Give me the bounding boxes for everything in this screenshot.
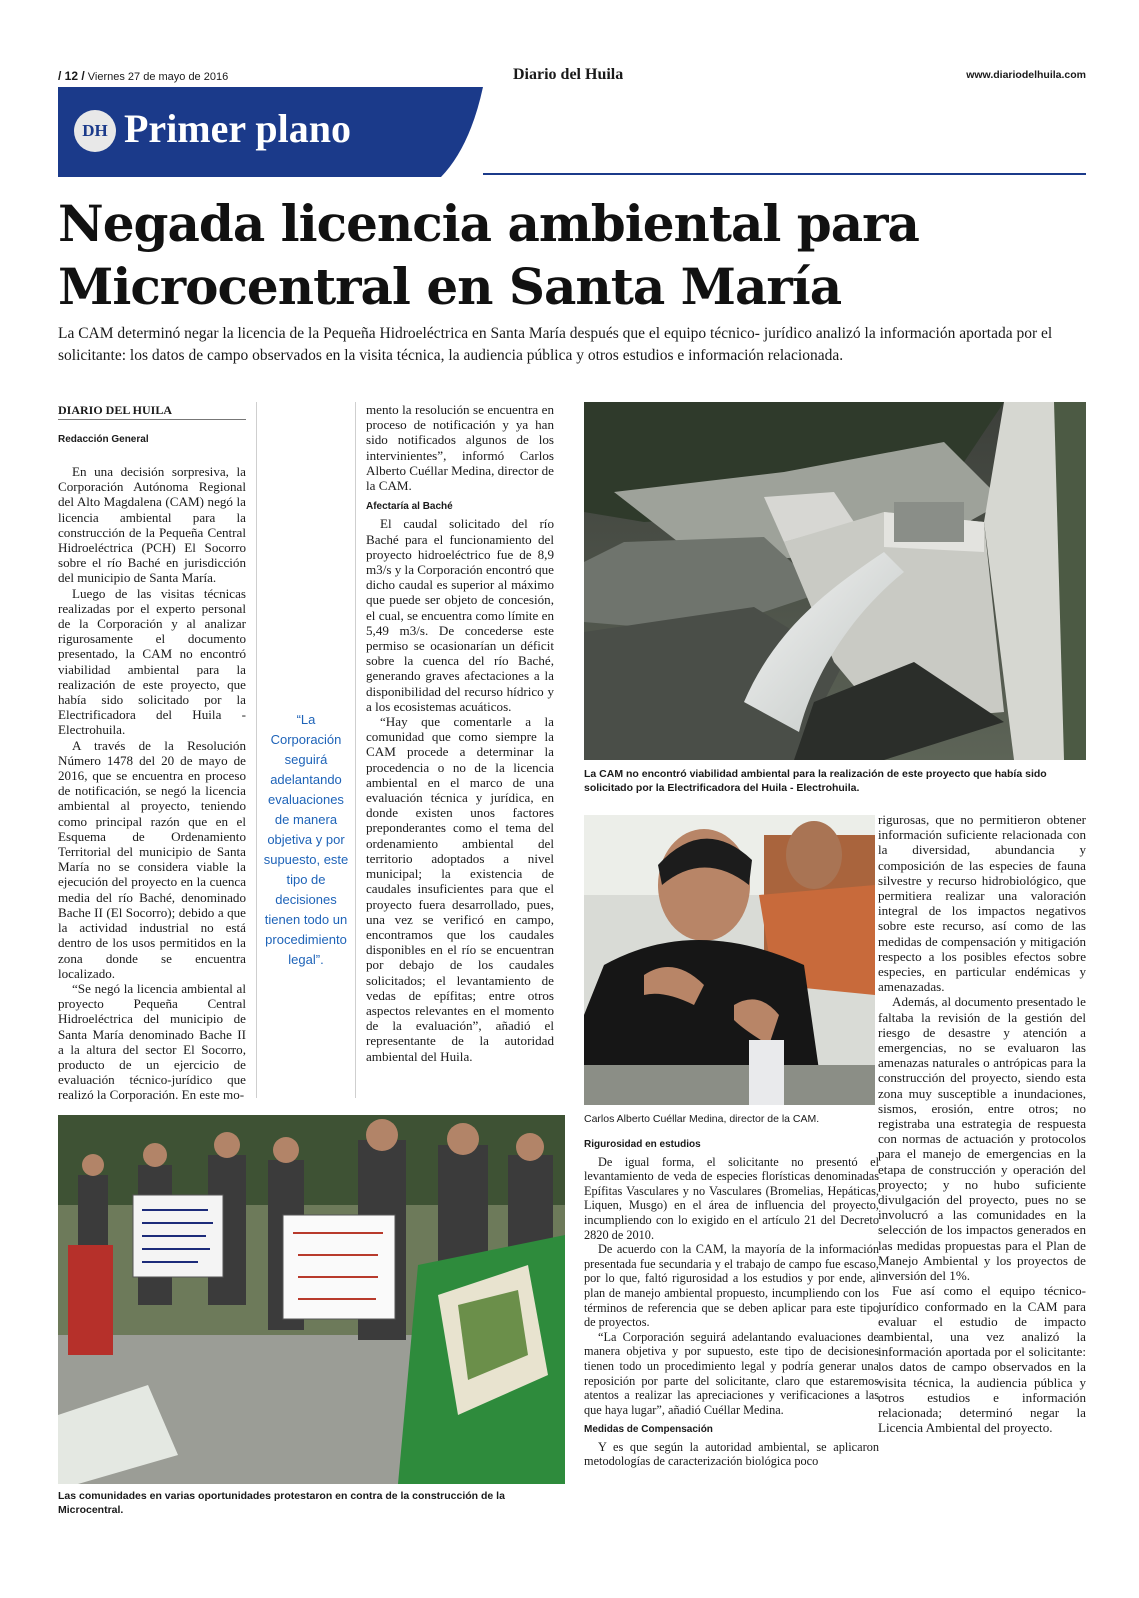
byline: DIARIO DEL HUILA [58,403,173,417]
paragraph: En una decisión sorpresiva, la Corporación Autónoma Regional del Alto Magdalena (CAM) negó la licencia ambiental para la construcción de la Pequeña Central Hidroeléctrica (PCH) El Socorro sobre el río Baché en jurisdicción del municipio de Santa María. [58,464,246,586]
page-number: / 12 / [58,69,85,83]
article-column-2 [366,402,554,1064]
paragraph: De acuerdo con la CAM, la mayoría de la información presentada fue secundaria y el trabajo de campo fue escaso, por lo que, faltó rigurosidad a los estudios y por ende, al plan de manejo ambiental propuesto, incumpliendo con los términos de referencia que se deben aplicar para este tipo de proyectos. [584,1242,879,1330]
website-link[interactable]: www.diariodelhuila.com [966,69,1086,81]
article-column-middle [584,1138,879,1469]
dam-spillway-photo [584,402,1086,760]
subhead-rigurosidad: Rigurosidad en estudios [584,1139,701,1150]
paragraph: El caudal solicitado del río Baché para el funcionamiento del proyecto hidroeléctrico fue de 8,9 m3/s y la Corporación encontró que dicho caudal es superior al máximo que puede ser objeto de concesión, el cual, se encuentra como límite en 5,49 m3/s. De concederse este permiso se ocasionarían un déficit sobre la cuenca del río Baché, generando graves afectaciones a la disponibilidad del recurso hídrico y a los ecosistemas acuáticos. [366,516,554,714]
pullquote-rule-left [256,402,257,1098]
director-portrait-photo [584,815,875,1105]
article-column-3 [878,812,1086,1435]
lead-paragraph: La CAM determinó negar la licencia de la Pequeña Hidroeléctrica en Santa María después que el equipo técnico- jurídico analizó la información aportada por el solicitante: los datos de campo observados en la visita técnica, la audiencia pública y otros estudios e información relacionada. [58,325,1053,364]
byline-rule [58,419,246,420]
photo-caption-director: Carlos Alberto Cuéllar Medina, director de la CAM. [584,1113,820,1125]
protest-photo [58,1115,565,1484]
pull-quote: “La Corporación seguirá adelantando evaluaciones de manera objetiva y por supuesto, este tipo de decisiones tienen todo un procedimiento legal”. [263,712,349,967]
issue-date: Viernes 27 de mayo de 2016 [87,71,229,83]
subhead-medidas: Medidas de Compensación [584,1424,713,1436]
section-banner [58,87,483,177]
desk-credit: Redacción General [58,434,149,445]
paragraph: A través de la Resolución Número 1478 del 20 de mayo de 2016, que se encuentra en proceso de notificación, se negó la licencia ambiental al proyecto, teniendo como principal razón que en el Esquema de Ordenamiento Territorial del municipio de Santa María no se considera viable la ejecución del proyecto en la cuenca media del río Baché, denominado Bache II (El Socorro); debido a que la actividad industrial no está dentro de los usos permitidos en la zona donde se encuentra localizado. [58,737,246,981]
paragraph: Y es que según la autoridad ambiental, se aplicaron metodologías de caracterización biológica poco [584,1439,879,1469]
article-column-1 [58,464,246,1103]
newspaper-name: Diario del Huila [513,66,624,83]
paragraph: Fue así como el equipo técnico- jurídico conformado en la CAM para evaluar el estudio de impacto ambiental, una vez analizó la información aportada por el solicitante: los datos de campo observados en la visita técnica, la audiencia pública y otros estudios e información relacionada; determinó negar la Licencia Ambiental del proyecto. [878,1283,1086,1436]
paragraph: rigurosas, que no permitieron obtener información suficiente relacionada con la diversidad, abundancia y composición de las especies de fauna silvestre y recurso hidrobiológico, que permitiera realizar una valoración integral de los impactos negativos sobre este recurso, así como de las medidas de compensación y mitigación respecto a los posibles efectos sobre especies, en particular endémicas y amenazadas. [878,812,1086,995]
page-header [58,66,1086,86]
paragraph: Luego de las visitas técnicas realizadas por el experto personal de la Corporación y al analizar rigurosamente el documento presentado, la CAM no encontró viabilidad ambiental para la realización de este proyecto, que había sido solicitado por la Electrificadora del Huila - Electrohuila. [58,585,246,738]
photo-caption-dam: La CAM no encontró viabilidad ambiental para la realización de este proyecto que había sido solicitado por la Electrificadora del Huila - Electrohuila. [584,768,1047,794]
pullquote-rule-right [355,402,356,1098]
paragraph: mento la resolución se encuentra en proceso de notificación y ya han sido notificados algunos de los intervinientes”, informó Carlos Alberto Cuéllar Medina, director de la CAM. [366,402,554,494]
paragraph: “La Corporación seguirá adelantando evaluaciones de manera objetiva y por supuesto, este tipo de decisiones tienen todo un procedimiento legal y podría generar una reposición por parte del solicitante, claro que estaremos atentos a realizar las apreciaciones y verificaciones a las que haya lugar”, añadió Cuéllar Medina. [584,1329,879,1417]
section-title: Primer plano [124,106,352,151]
paragraph: De igual forma, el solicitante no presentó el levantamiento de veda de especies florísticas denominadas Epífitas Vasculares y no Vasculares (Bromelias, Hepáticas, Liquen, Musgo) en el área de influencia del proyecto, incumpliendo con lo exigido en el artículo 21 del Decreto 2820 de 2010. [584,1154,879,1242]
photo-caption-protest: Las comunidades en varias oportunidades protestaron en contra de la construcción de la Microcentral. [58,1490,505,1516]
page-date-line [58,69,228,83]
header-rule [483,173,1086,175]
dh-logo: DH [74,110,116,152]
paragraph: “Hay que comentarle a la comunidad que como siempre la CAM procede a determinar la procedencia o no de la licencia ambiental en el marco de una evaluación técnica y jurídica, en donde existen unos factores preponderantes como el tema del ordenamiento ambiental del territorio adoptados a nivel municipal; la existencia de caudales insuficientes para que el proyecto fuera desarrollado, pues, una vez se verificó en campo, encontramos que los caudales disponibles en el río se encuentran por debajo de los caudales solicitados; el levantamiento de vedas de epífitas; entre otros aspectos relevantes en el momento de la evaluación”, añadió el representante de la autoridad ambiental del Huila. [366,714,554,1064]
paragraph: Además, al documento presentado le faltaba la revisión de la gestión del riesgo de desastre y atención a emergencias, no se evaluaron las amenazas naturales o antrópicas para la construcción del proyecto, siendo esta zona muy susceptible a inundaciones, sismos, erosión, entre otros; no registraba una estrategia de respuesta con normas de actuación y protocolos para el manejo de emergencias en la etapa de construcción y operación del proyecto; y no hubo suficiente divulgación del proyecto, pues no se involucró a las comunidades en la selección de los impactos generados en las medidas propuestas para el Plan de Manejo Ambiental y los proyectos de inversión del 1%. [878,994,1086,1284]
headline: Negada licencia ambiental para Microcentral en Santa María [58,194,919,316]
paragraph: “Se negó la licencia ambiental al proyecto Pequeña Central Hidroeléctrica del municipio de Santa María denominado Bache II a la altura del sector El Socorro, producto de un ejercicio de evaluación técnico-jurídico que realizó la Corporación. En este mo- [58,980,246,1103]
subhead-afectaria: Afectaría al Baché [366,501,453,513]
